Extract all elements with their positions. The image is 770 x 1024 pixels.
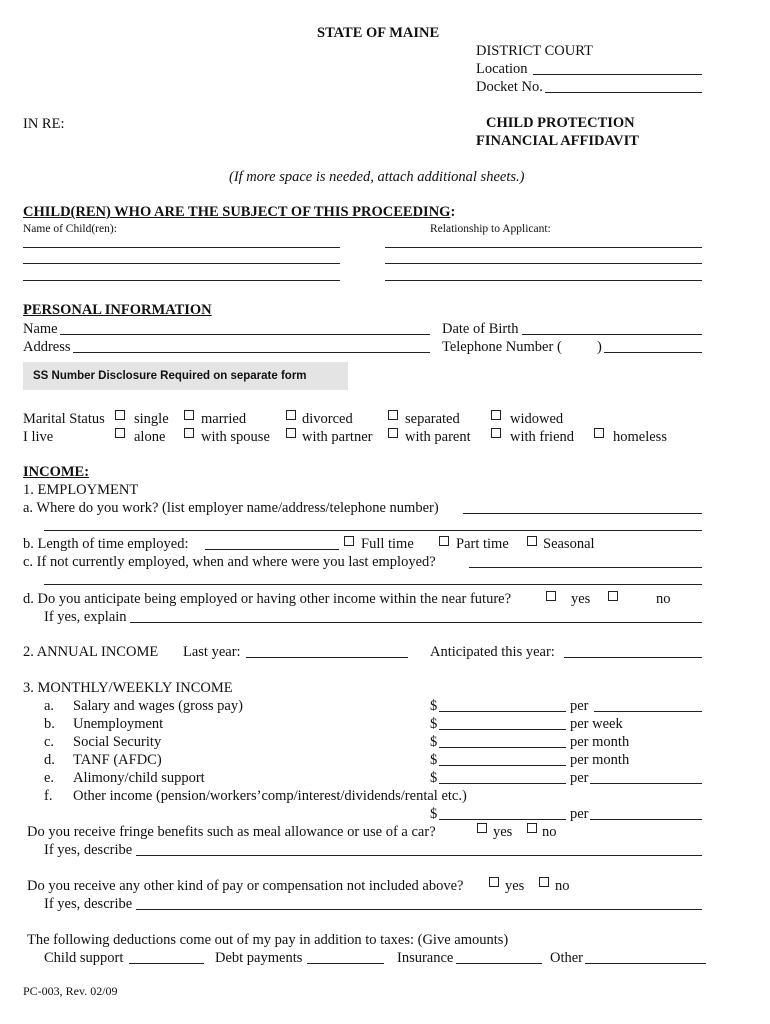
part-time-label: Part time <box>456 536 509 552</box>
length-employed-question: b. Length of time employed: <box>23 536 189 552</box>
child-name-field[interactable] <box>23 263 340 264</box>
employer-field[interactable] <box>463 513 702 514</box>
tanf-label: TANF (AFDC) <box>73 752 162 768</box>
anticipate-no-checkbox[interactable] <box>608 591 618 601</box>
phone-field[interactable] <box>604 352 702 353</box>
marital-married-label: married <box>201 411 247 427</box>
fringe-yes-label: yes <box>493 824 513 840</box>
income-heading: INCOME: <box>23 464 90 480</box>
income-item-letter: a. <box>44 698 55 714</box>
ss-disclosure-notice: SS Number Disclosure Required on separate form <box>23 362 348 390</box>
seasonal-checkbox[interactable] <box>527 536 537 546</box>
dollar-sign: $ <box>430 770 438 786</box>
marital-widowed-checkbox[interactable] <box>491 410 501 420</box>
explain-label: If yes, explain <box>44 609 127 625</box>
anticipate-no-label: no <box>656 591 671 607</box>
per-label: per <box>570 806 589 822</box>
marital-widowed-label: widowed <box>510 411 564 427</box>
per-month-label: per month <box>570 734 630 750</box>
insurance-label: Insurance <box>397 950 454 966</box>
describe-label: If yes, describe <box>44 842 133 858</box>
child-name-field[interactable] <box>23 247 340 248</box>
other-income-label: Other income (pension/workers’comp/interest/dividends/rental etc.) <box>73 788 467 804</box>
other-pay-describe-field[interactable] <box>136 909 702 910</box>
dollar-sign: $ <box>430 806 438 822</box>
other-income-amount-field[interactable] <box>439 819 566 820</box>
child-support-label: Child support <box>44 950 124 966</box>
fringe-benefits-question: Do you receive fringe benefits such as meal allowance or use of a car? <box>27 824 436 840</box>
last-employed-field[interactable] <box>469 567 702 568</box>
personal-info-heading: PERSONAL INFORMATION <box>23 302 212 318</box>
anticipate-yes-label: yes <box>571 591 591 607</box>
per-week-label: per week <box>570 716 623 732</box>
income-item-letter: f. <box>44 788 53 804</box>
full-time-checkbox[interactable] <box>344 536 354 546</box>
attach-note: (If more space is needed, attach additional sheets.) <box>229 169 525 185</box>
form-title-line1: CHILD PROTECTION <box>486 115 635 131</box>
child-name-column: Name of Child(ren): <box>23 223 117 235</box>
live-homeless-label: homeless <box>613 429 667 445</box>
per-label: per <box>570 698 589 714</box>
other-pay-question: Do you receive any other kind of pay or compensation not included above? <box>27 878 464 894</box>
live-with-parent-label: with parent <box>405 429 471 445</box>
dollar-sign: $ <box>430 698 438 714</box>
per-label: per <box>570 770 589 786</box>
dob-field[interactable] <box>522 334 702 335</box>
describe-label: If yes, describe <box>44 896 133 912</box>
live-with-friend-checkbox[interactable] <box>491 428 501 438</box>
live-alone-checkbox[interactable] <box>115 428 125 438</box>
last-employed-question: c. If not currently employed, when and where were you last employed? <box>23 554 436 570</box>
marital-single-checkbox[interactable] <box>115 410 125 420</box>
seasonal-label: Seasonal <box>543 536 595 552</box>
marital-status-label: Marital Status <box>23 411 105 427</box>
state-title: STATE OF MAINE <box>317 25 440 41</box>
child-support-field[interactable] <box>129 963 204 964</box>
salary-amount-field[interactable] <box>439 711 566 712</box>
social-security-label: Social Security <box>73 734 162 750</box>
employment-heading: 1. EMPLOYMENT <box>23 482 139 498</box>
deductions-statement: The following deductions come out of my pay in addition to taxes: (Give amounts) <box>27 932 509 948</box>
full-time-label: Full time <box>361 536 414 552</box>
live-with-friend-label: with friend <box>510 429 575 445</box>
unemployment-amount-field[interactable] <box>439 729 566 730</box>
social-security-amount-field[interactable] <box>439 747 566 748</box>
dob-label: Date of Birth <box>442 321 519 337</box>
marital-single-label: single <box>134 411 169 427</box>
relationship-field[interactable] <box>385 280 702 281</box>
docket-label: Docket No. <box>476 79 543 95</box>
employer-field-line2[interactable] <box>44 530 702 531</box>
court-name: DISTRICT COURT <box>476 43 593 59</box>
live-alone-label: alone <box>134 429 166 445</box>
other-pay-yes-checkbox[interactable] <box>489 877 499 887</box>
per-month-label: per month <box>570 752 630 768</box>
location-label: Location <box>476 61 528 77</box>
anticipate-employment-question: d. Do you anticipate being employed or having other income within the near future? <box>23 591 512 607</box>
last-year-label: Last year: <box>183 644 241 660</box>
alimony-label: Alimony/child support <box>73 770 205 786</box>
length-employed-field[interactable] <box>205 549 339 550</box>
other-pay-yes-label: yes <box>505 878 525 894</box>
name-label: Name <box>23 321 58 337</box>
live-with-spouse-label: with spouse <box>201 429 270 445</box>
income-item-letter: b. <box>44 716 55 732</box>
income-item-letter: d. <box>44 752 55 768</box>
phone-paren: ) <box>597 339 602 355</box>
explain-field[interactable] <box>130 622 702 623</box>
fringe-no-label: no <box>542 824 557 840</box>
location-field[interactable] <box>533 74 702 75</box>
other-deduction-field[interactable] <box>585 963 706 964</box>
marital-separated-label: separated <box>405 411 460 427</box>
address-field[interactable] <box>73 352 430 353</box>
docket-field[interactable] <box>545 92 702 93</box>
debt-payments-label: Debt payments <box>215 950 303 966</box>
child-name-field[interactable] <box>23 280 340 281</box>
in-re-label: IN RE: <box>23 116 65 132</box>
relationship-field[interactable] <box>385 263 702 264</box>
address-label: Address <box>23 339 71 355</box>
last-employed-field-line2[interactable] <box>44 584 702 585</box>
fringe-no-checkbox[interactable] <box>527 823 537 833</box>
other-pay-no-label: no <box>555 878 570 894</box>
live-with-partner-checkbox[interactable] <box>286 428 296 438</box>
dollar-sign: $ <box>430 734 438 750</box>
income-item-letter: c. <box>44 734 55 750</box>
tanf-amount-field[interactable] <box>439 765 566 766</box>
alimony-amount-field[interactable] <box>439 783 566 784</box>
dollar-sign: $ <box>430 716 438 732</box>
anticipated-field[interactable] <box>564 657 702 658</box>
form-title-line2: FINANCIAL AFFIDAVIT <box>476 133 639 149</box>
anticipated-label: Anticipated this year: <box>430 644 555 660</box>
salary-label: Salary and wages (gross pay) <box>73 698 243 714</box>
unemployment-label: Unemployment <box>73 716 164 732</box>
fringe-describe-field[interactable] <box>136 855 702 856</box>
live-with-parent-checkbox[interactable] <box>388 428 398 438</box>
live-with-spouse-checkbox[interactable] <box>184 428 194 438</box>
alimony-period-field[interactable] <box>590 783 702 784</box>
other-pay-no-checkbox[interactable] <box>539 877 549 887</box>
anticipate-yes-checkbox[interactable] <box>546 591 556 601</box>
phone-label: Telephone Number ( <box>442 339 562 355</box>
where-work-question: a. Where do you work? (list employer name/address/telephone number) <box>23 500 439 516</box>
relationship-field[interactable] <box>385 247 702 248</box>
part-time-checkbox[interactable] <box>439 536 449 546</box>
fringe-yes-checkbox[interactable] <box>477 823 487 833</box>
other-deduction-label: Other <box>550 950 584 966</box>
other-income-period-field[interactable] <box>590 819 702 820</box>
annual-income-heading: 2. ANNUAL INCOME <box>23 644 159 660</box>
name-field[interactable] <box>60 334 430 335</box>
monthly-income-heading: 3. MONTHLY/WEEKLY INCOME <box>23 680 233 696</box>
marital-separated-checkbox[interactable] <box>388 410 398 420</box>
live-with-partner-label: with partner <box>302 429 373 445</box>
salary-period-field[interactable] <box>594 711 702 712</box>
income-item-letter: e. <box>44 770 55 786</box>
living-label: I live <box>23 429 54 445</box>
children-heading: CHILD(REN) WHO ARE THE SUBJECT OF THIS PROCEEDING: <box>23 204 456 220</box>
relationship-column: Relationship to Applicant: <box>430 223 551 235</box>
insurance-field[interactable] <box>456 963 542 964</box>
debt-payments-field[interactable] <box>307 963 384 964</box>
marital-divorced-label: divorced <box>302 411 353 427</box>
dollar-sign: $ <box>430 752 438 768</box>
form-id: PC-003, Rev. 02/09 <box>23 984 118 998</box>
marital-divorced-checkbox[interactable] <box>286 410 296 420</box>
live-homeless-checkbox[interactable] <box>594 428 604 438</box>
marital-married-checkbox[interactable] <box>184 410 194 420</box>
last-year-field[interactable] <box>246 657 408 658</box>
